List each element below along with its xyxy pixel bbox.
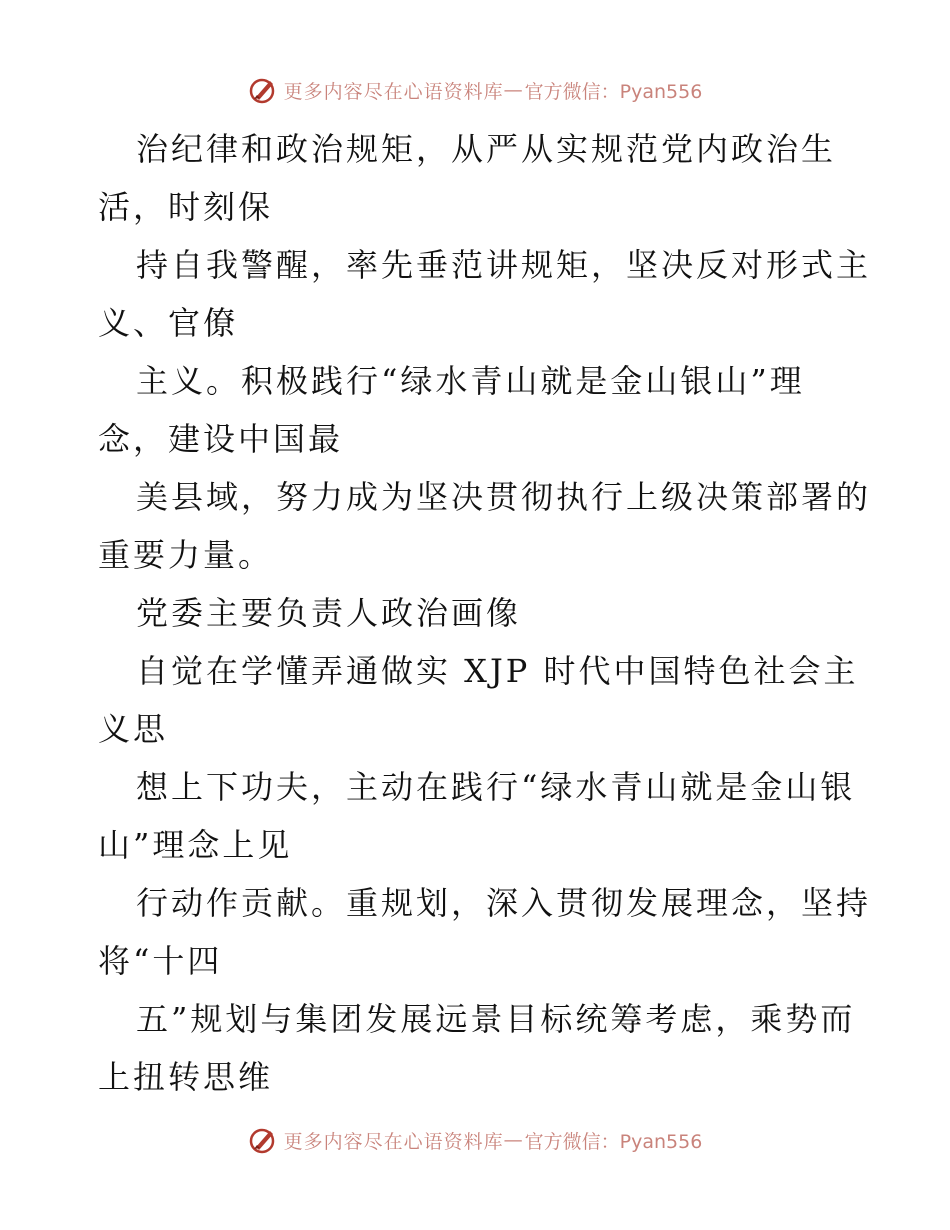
paragraph-line: 重要力量。	[98, 536, 274, 574]
paragraph	[98, 990, 878, 1106]
paragraph-line: 将“十四	[98, 942, 223, 980]
pen-logo-icon	[248, 75, 278, 105]
footer-brand-text: 更多内容尽在心语资料库	[283, 1130, 504, 1153]
paragraph	[98, 874, 878, 990]
footer-contact-text: 官方微信：Pyan556	[524, 1130, 703, 1153]
paragraph-line: 主义。积极践行“绿水青山就是金山银山”理	[136, 362, 805, 400]
paragraph-line: 义思	[98, 710, 169, 748]
paragraph-line: 五”规划与集团发展远景目标统筹考虑，乘势而	[136, 1000, 856, 1038]
paragraph-line: 持自我警醒，率先垂范讲规矩，坚决反对形式主	[136, 246, 872, 284]
paragraph	[98, 352, 878, 468]
pen-logo-icon	[248, 1125, 278, 1155]
paragraph-line: 美县域，努力成为坚决贯彻执行上级决策部署的	[136, 478, 872, 516]
footer-banner	[0, 1120, 950, 1160]
header-banner	[0, 70, 950, 110]
paragraph-line: 念，建设中国最	[98, 420, 344, 458]
header-separator: —	[503, 79, 523, 101]
paragraph-line: 行动作贡献。重规划，深入贯彻发展理念，坚持	[136, 884, 872, 922]
paragraph-line: 义、官僚	[98, 304, 239, 342]
paragraph-line: 山”理念上见	[98, 826, 293, 864]
paragraph	[98, 642, 878, 758]
paragraph-line: 上扭转思维	[98, 1058, 274, 1096]
paragraph-line: 活，时刻保	[98, 188, 274, 226]
header-brand-text: 更多内容尽在心语资料库	[283, 80, 504, 103]
paragraph	[98, 468, 878, 584]
paragraph	[98, 236, 878, 352]
section-heading-text: 党委主要负责人政治画像	[136, 594, 522, 632]
paragraph	[98, 120, 878, 236]
footer-separator: —	[503, 1129, 523, 1151]
paragraph-line: 自觉在学懂弄通做实 XJP 时代中国特色社会主	[136, 652, 859, 690]
paragraph	[98, 758, 878, 874]
paragraph-line: 想上下功夫，主动在践行“绿水青山就是金山银	[136, 768, 856, 806]
header-contact-text: 官方微信：Pyan556	[524, 80, 703, 103]
paragraph-line: 治纪律和政治规矩，从严从实规范党内政治生	[136, 130, 837, 168]
section-heading	[98, 584, 878, 642]
document-body	[98, 120, 878, 1106]
